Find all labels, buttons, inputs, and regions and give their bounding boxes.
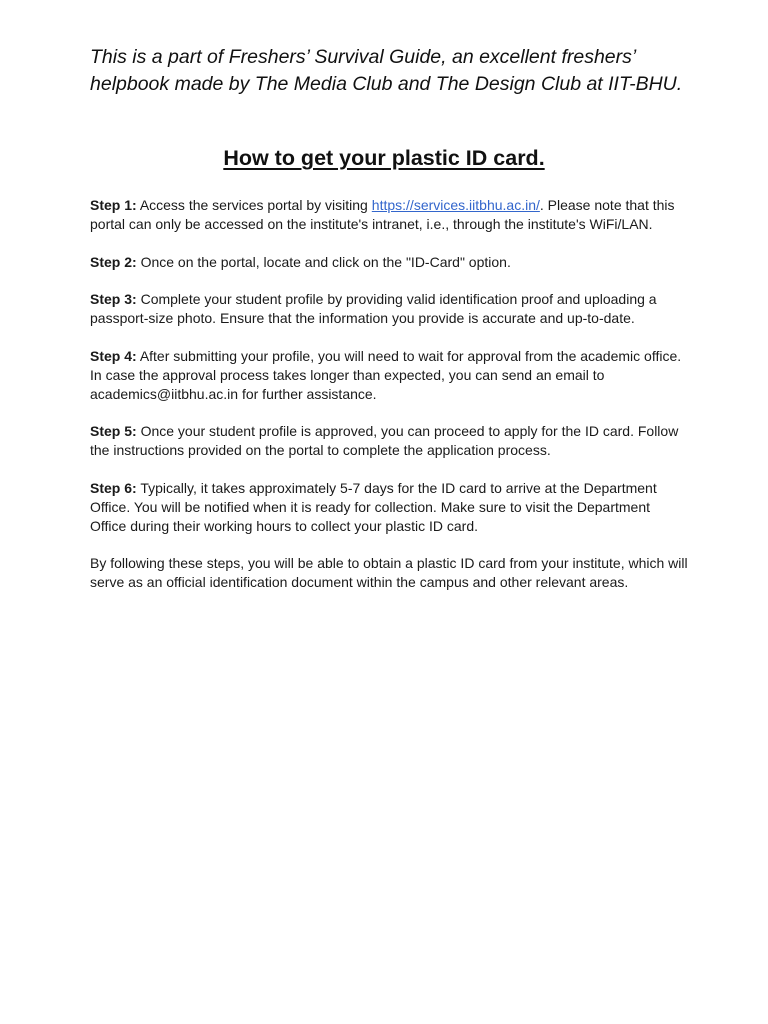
- services-portal-link[interactable]: https://services.iitbhu.ac.in/: [371, 197, 540, 213]
- step-3-text: Complete your student profile by providing valid identification proof and uploading a passport-size photo. Ensure that the information you provide is accurate and up-to-date.: [90, 291, 657, 326]
- step-1-label: Step 1:: [90, 197, 137, 213]
- conclusion-paragraph: By following these steps, you will be able to obtain a plastic ID card from your institute, which will serve as an official identification document within the campus and other relevant areas.: [90, 555, 688, 590]
- step-1-paragraph: [90, 196, 690, 234]
- step-4-text: After submitting your profile, you will need to wait for approval from the academic office. In case the approval process takes longer than expected, you can send an email to academics@iitbhu.ac.in for further assistance.: [90, 347, 682, 402]
- step-5-label: Step 5:: [90, 423, 137, 439]
- document-body: [90, 196, 690, 611]
- step-6-label: Step 6:: [90, 479, 137, 496]
- step-1-text-before: Access the services portal by visiting: [139, 197, 368, 213]
- step-2-text: Once on the portal, locate and click on the "ID-Card" option.: [140, 253, 511, 270]
- step-3-paragraph: [90, 290, 690, 328]
- step-6-paragraph: [90, 479, 690, 536]
- step-3-label: Step 3:: [90, 291, 137, 307]
- step-2-label: Step 2:: [90, 253, 137, 270]
- step-2-paragraph: [90, 253, 690, 272]
- step-1-text-after: . Please note that this portal can only be accessed on the institute's intranet, i.e., through the institute's WiFi/LAN.: [90, 197, 675, 232]
- step-4-paragraph: [90, 347, 690, 404]
- intro-text: This is a part of Freshers’ Survival Guide, an excellent freshers’ helpbook made by The Media Club and The Design Club at IIT-BHU.: [90, 46, 683, 95]
- step-6-text: Typically, it takes approximately 5-7 days for the ID card to arrive at the Department Office. You will be notified when it is ready for collection. Make sure to visit the Department Office during their working hours to collect your plastic ID card.: [90, 479, 657, 534]
- step-5-text: Once your student profile is approved, you can proceed to apply for the ID card. Follow the instructions provided on the portal to complete the application process.: [90, 423, 679, 458]
- step-4-label: Step 4:: [90, 347, 137, 364]
- page-title: How to get your plastic ID card.: [223, 146, 545, 170]
- step-5-paragraph: [90, 422, 690, 460]
